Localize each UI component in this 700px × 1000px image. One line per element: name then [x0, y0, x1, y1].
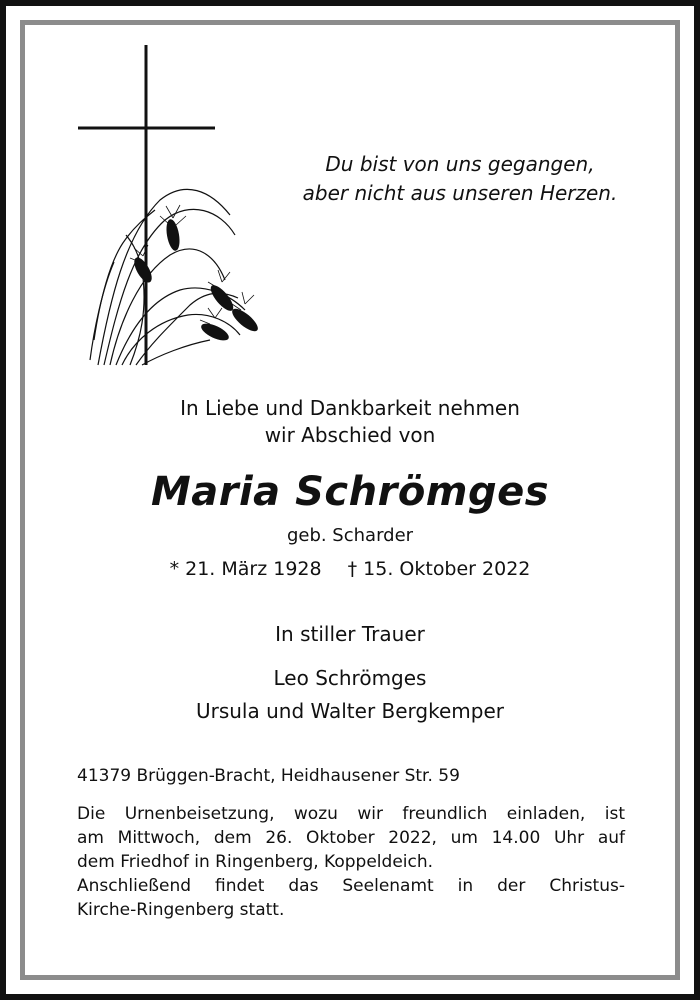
mourners-list	[0, 662, 700, 728]
cross-wheat-emblem	[70, 40, 280, 375]
deceased-name: Maria Schrömges	[150, 469, 550, 515]
quote-line-1: Du bist von uns gegangen,	[325, 152, 595, 176]
notice-line-2: am Mittwoch, dem 26. Oktober 2022, um 14.00 Uhr auf	[77, 828, 625, 848]
notice-line-3: dem Friedhof in Ringenberg, Koppeldeich.	[77, 852, 434, 872]
address: 41379 Brüggen-Bracht, Heidhausener Str. 59	[77, 766, 460, 786]
birth-name: geb. Scharder	[286, 525, 414, 546]
quote	[270, 150, 650, 208]
wheat-awns-icon	[130, 205, 254, 324]
mourning-heading: In stiller Trauer	[275, 622, 425, 646]
quote-line-2: aber nicht aus unseren Herzen.	[302, 181, 618, 205]
intro-text	[0, 395, 700, 449]
mourner-1: Leo Schrömges	[273, 666, 427, 690]
death-date: † 15. Oktober 2022	[347, 558, 531, 580]
intro-line-2: wir Abschied von	[264, 423, 436, 447]
notice-line-1: Die Urnenbeisetzung, wozu wir freundlich einladen, ist	[77, 804, 625, 824]
cross-icon	[78, 45, 215, 365]
intro-line-1: In Liebe und Dankbarkeit nehmen	[180, 396, 520, 420]
notice-line-5: Kirche-Ringenberg statt.	[77, 900, 285, 920]
mourner-2: Ursula und Walter Bergkemper	[195, 699, 505, 723]
notice-line-4: Anschließend findet das Seelenamt in der Christus-	[77, 876, 625, 896]
funeral-notice	[77, 802, 625, 922]
life-dates	[0, 555, 700, 583]
birth-date: * 21. März 1928	[169, 558, 322, 580]
